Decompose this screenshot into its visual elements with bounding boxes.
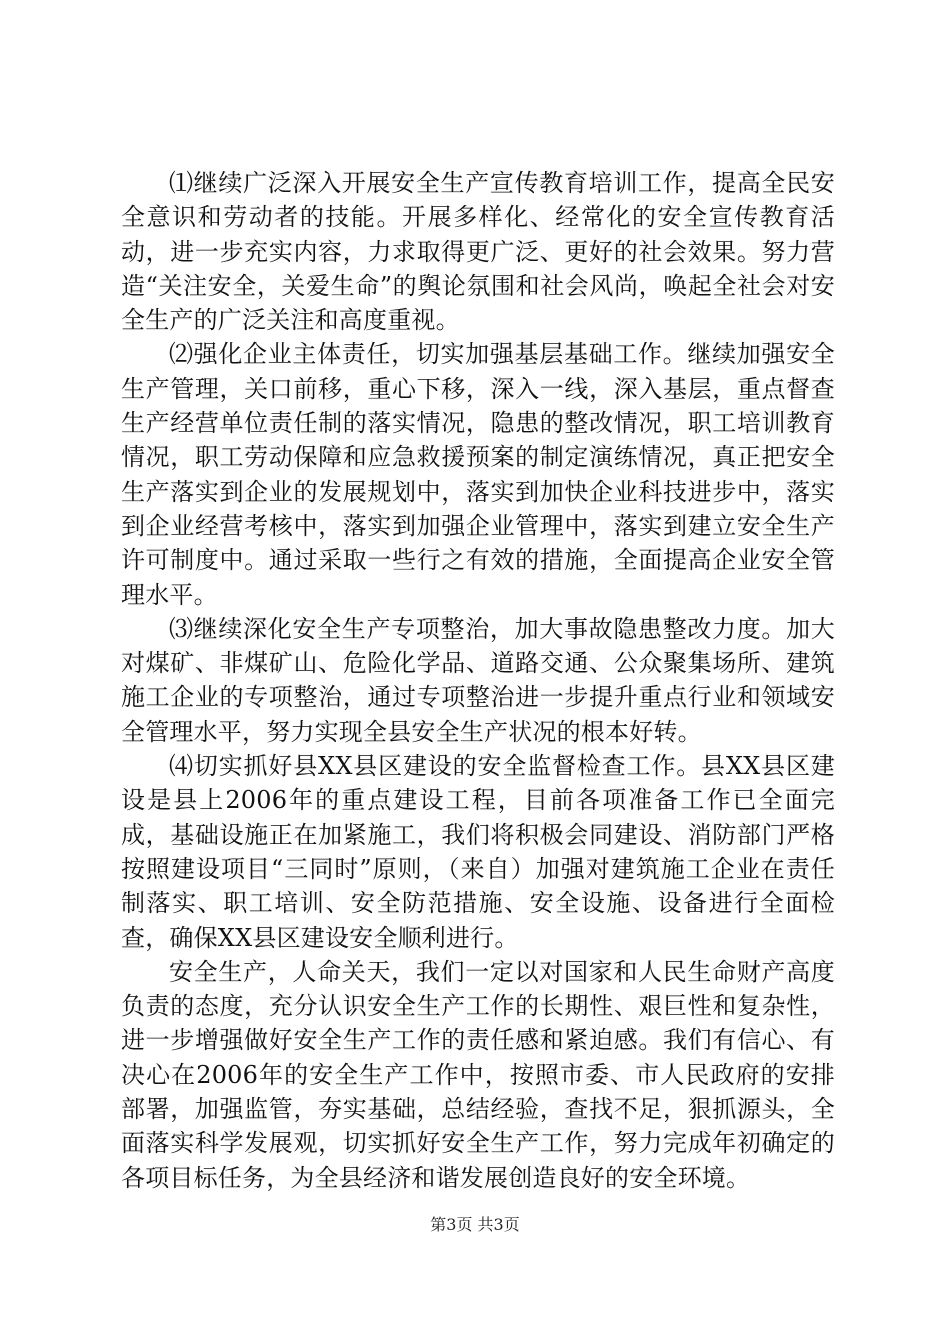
paragraph-item-1: ⑴继续广泛深入开展安全生产宣传教育培训工作，提高全民安全意识和劳动者的技能。开展多样化、经常化的安全宣传教育活动，进一步充实内容，力求取得更广泛、更好的社会效果。努力营造“关注安全，关爱生命”的舆论氛围和社会风尚，唤起全社会对安全生产的广泛关注和高度重视。 xyxy=(121,169,835,335)
page-number-footer: 第3页 共3页 xyxy=(430,1215,520,1234)
paragraph-conclusion: 安全生产，人命关天，我们一定以对国家和人民生命财产高度负责的态度，充分认识安全生产工作的长期性、艰巨性和复杂性，进一步增强做好安全生产工作的责任感和紧迫感。我们有信心、有决心在2006年的安全生产工作中，按照市委、市人民政府的安排部署，加强监管，夯实基础，总结经验，查找不足，狠抓源头，全面落实科学发展观，切实抓好安全生产工作，努力完成年初确定的各项目标任务，为全县经济和谐发展创造良好的安全环境。 xyxy=(121,957,835,1192)
paragraph-item-3: ⑶继续深化安全生产专项整治，加大事故隐患整改力度。加大对煤矿、非煤矿山、危险化学品、道路交通、公众聚集场所、建筑施工企业的专项整治，通过专项整治进一步提升重点行业和领域安全管理水平，努力实现全县安全生产状况的根本好转。 xyxy=(121,614,835,746)
paragraph-item-4: ⑷切实抓好县XX县区建设的安全监督检查工作。县XX县区建设是县上2006年的重点建设工程，目前各项准备工作已全面完成，基础设施正在加紧施工，我们将积极会同建设、消防部门严格按照建设项目“三同时”原则，（来自）加强对建筑施工企业在责任制落实、职工培训、安全防范措施、安全设施、设备进行全面检查，确保XX县区建设安全顺利进行。 xyxy=(121,752,835,952)
paragraph-item-2: ⑵强化企业主体责任，切实加强基层基础工作。继续加强安全生产管理，关口前移，重心下移，深入一线，深入基层，重点督查生产经营单位责任制的落实情况，隐患的整改情况，职工培训教育情况，职工劳动保障和应急救援预案的制定演练情况，真正把安全生产落实到企业的发展规划中，落实到加快企业科技进步中，落实到企业经营考核中，落实到加强企业管理中，落实到建立安全生产许可制度中。通过采取一些行之有效的措施，全面提高企业安全管理水平。 xyxy=(121,340,835,609)
document-body xyxy=(121,166,835,1195)
